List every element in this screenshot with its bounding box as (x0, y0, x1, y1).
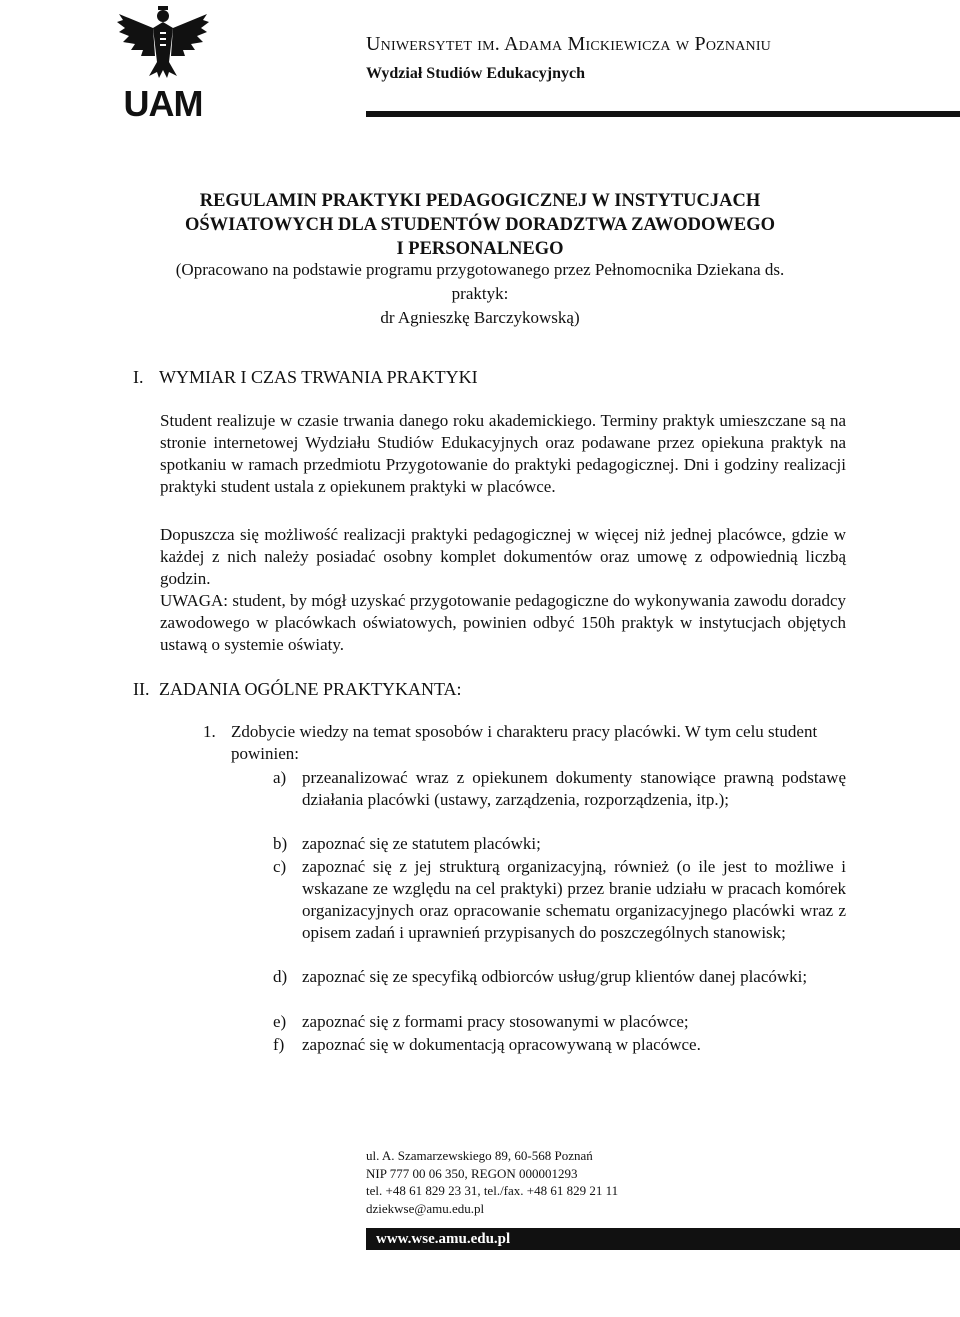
subtitle-line: praktyk: (451, 284, 509, 303)
document-subtitle (100, 258, 860, 330)
faculty-name: Wydział Studiów Edukacyjnych (366, 65, 586, 82)
footer-tax-ids: NIP 777 00 06 350, REGON 000001293 (366, 1165, 578, 1181)
sublist-text: zapoznać się ze specyfiką odbiorców usług/grup klientów danej placówki; (302, 967, 808, 986)
uam-logo (113, 4, 213, 119)
section-number: II. (133, 679, 150, 699)
university-name: Uniwersytet im. Adama Mickiewicza w Poznaniu (366, 33, 771, 55)
title-line: REGULAMIN PRAKTYKI PEDAGOGICZNEJ W INSTYTUCJACH (199, 191, 761, 211)
title-line: OŚWIATOWYCH DLA STUDENTÓW DORADZTWA ZAWODOWEGO (184, 215, 776, 235)
document-title (100, 189, 860, 261)
section-1-paragraph-1: Student realizuje w czasie trwania danego roku akademickiego. Terminy praktyk umieszczane są na stronie internetowej Wydziału Studiów Edukacyjnych oraz podawane przez opiekuna praktyk na spotkaniu w ramach przedmiotu Przygotowanie do praktyki pedagogicznej. Dni i godziny realizacji praktyki student ustala z opiekunem praktyki w placówce. (160, 411, 846, 496)
sublist-letter: e) (273, 1012, 287, 1031)
header-divider (366, 111, 960, 117)
sublist-text: zapoznać się ze statutem placówki; (302, 834, 541, 853)
subtitle-line: dr Agnieszkę Barczykowską) (380, 308, 580, 327)
subtitle-line: (Opracowano na podstawie programu przygotowanego przez Pełnomocnika Dziekana ds. (175, 260, 785, 279)
sublist-letter: c) (273, 857, 287, 876)
sublist-letter: d) (273, 967, 288, 986)
section-1-heading (133, 366, 478, 388)
sublist-letter: f) (273, 1035, 285, 1054)
footer-contact (366, 1147, 618, 1217)
section-title: WYMIAR I CZAS TRWANIA PRAKTYKI (159, 367, 478, 387)
task-text: Zdobycie wiedzy na temat sposobów i charakteru pracy placówki. W tym celu student powinien: (231, 722, 818, 763)
task-number: 1. (203, 722, 216, 741)
footer-website-bar (366, 1228, 960, 1250)
section-number: I. (133, 367, 144, 387)
section-2-heading (133, 678, 462, 700)
eagle-emblem-icon (113, 4, 213, 119)
footer-website-link[interactable]: www.wse.amu.edu.pl (376, 1231, 511, 1247)
sublist-text: zapoznać się z jej strukturą organizacyjną, również (o ile jest to możliwe i wskazane ze względu na cel praktyki) przez branie udziału w pracach komórek organizacyjnych oraz opracowanie schematu organizacyjnego placówki wraz z opisem zadań i uprawnień przypisanych do poszczególnych stanowisk; (302, 857, 846, 942)
sublist-letter: a) (273, 768, 287, 787)
sublist-text: zapoznać się w dokumentacją opracowywaną w placówce. (302, 1035, 701, 1054)
sublist-text: przeanalizować wraz z opiekunem dokumenty stanowiące prawną podstawę działania placówki (ustawy, zarządzenia, rozporządzenia, itp.); (302, 768, 846, 809)
logo-lettering: UAM (123, 83, 203, 119)
section-title: ZADANIA OGÓLNE PRAKTYKANTA: (159, 679, 462, 699)
footer-phone: tel. +48 61 829 23 31, tel./fax. +48 61 829 21 11 (366, 1183, 619, 1198)
section-1-paragraph-3: UWAGA: student, by mógł uzyskać przygotowanie pedagogiczne do wykonywania zawodu doradcy zawodowego w placówkach oświatowych, powinien odbyć 150h praktyk w instytucjach objętych ustawą o systemie oświaty. (160, 591, 846, 654)
sublist-letter: b) (273, 834, 288, 853)
section-1-paragraph-2: Dopuszcza się możliwość realizacji praktyki pedagogicznej w więcej niż jednej placówce, gdzie w każdej z nich należy posiadać osobny komplet dokumentów oraz umowę z odpowiednią liczbą godzin. (160, 525, 846, 588)
footer-email[interactable]: dziekwse@amu.edu.pl (366, 1200, 485, 1216)
sublist-text: zapoznać się z formami pracy stosowanymi w placówce; (302, 1012, 689, 1031)
title-line: I PERSONALNEGO (396, 239, 564, 259)
footer-address: ul. A. Szamarzewskiego 89, 60-568 Poznań (366, 1148, 593, 1163)
